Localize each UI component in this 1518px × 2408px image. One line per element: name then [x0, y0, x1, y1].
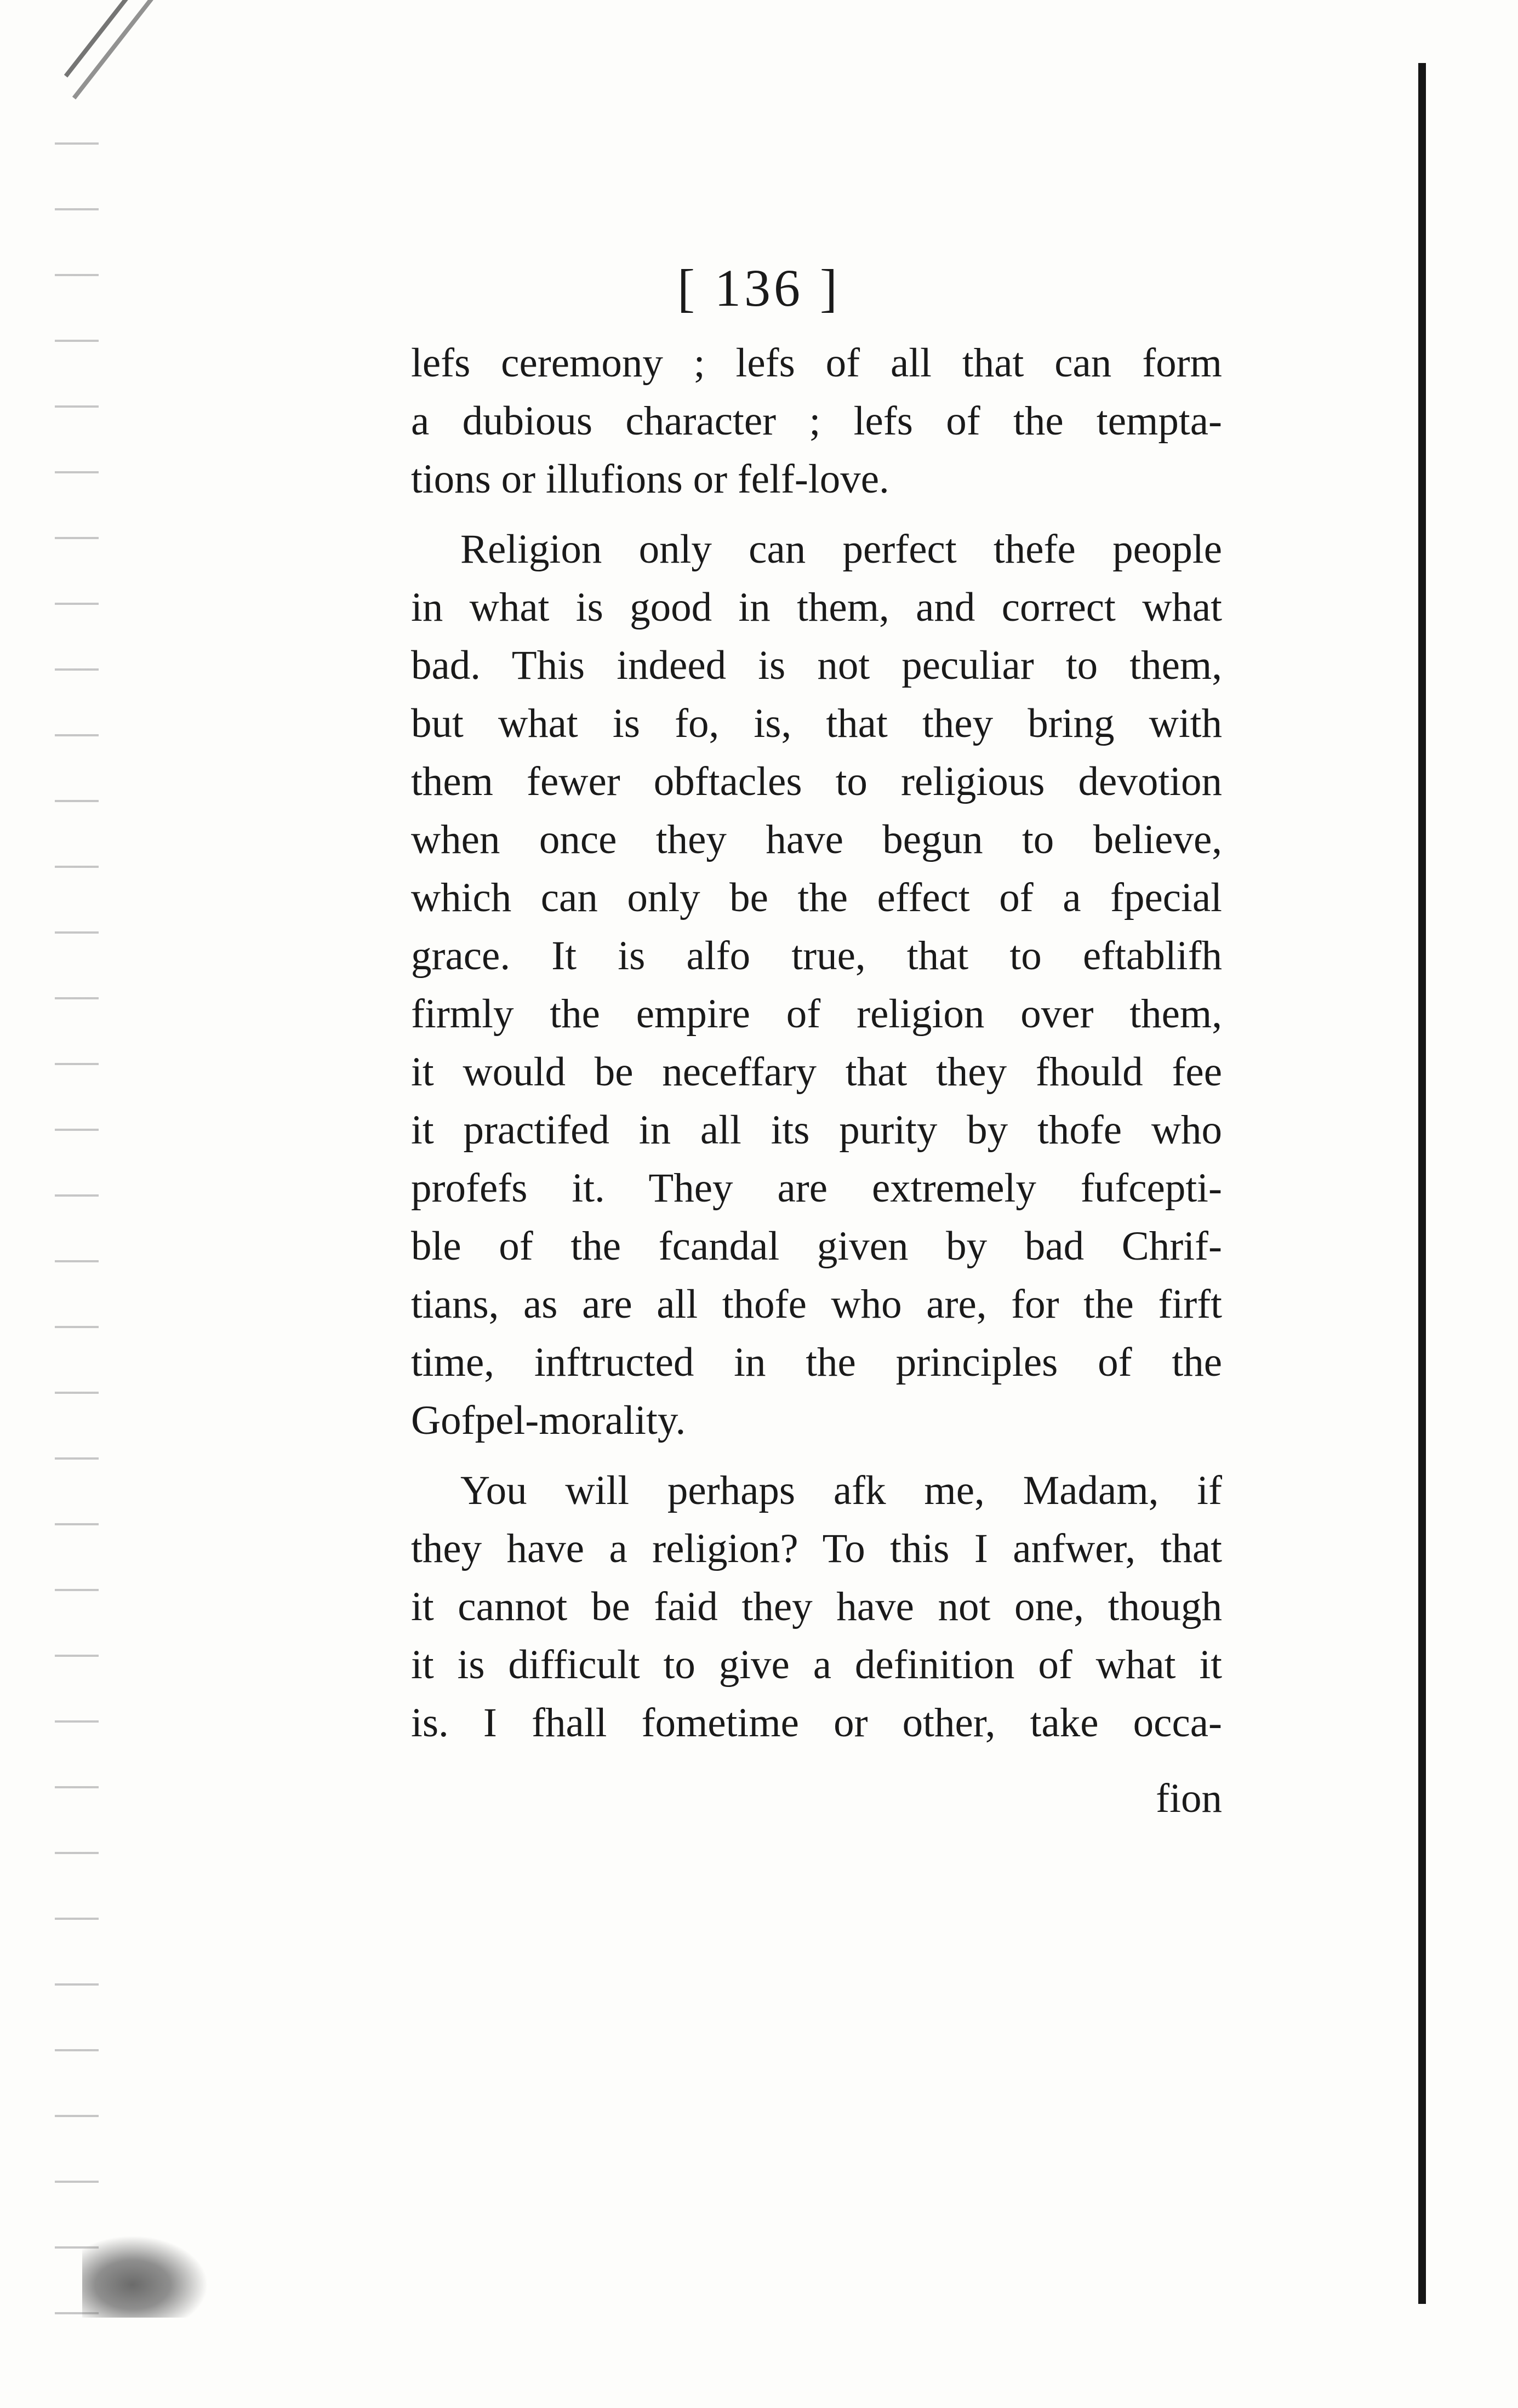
- text-line: in what is good in them, and correct what: [411, 585, 1222, 630]
- text-line: grace. It is alfo true, that to eftablifh: [411, 933, 1222, 979]
- text-line: time, inftructed in the principles of the: [411, 1340, 1222, 1385]
- text-line: it is difficult to give a definition of what it: [411, 1642, 1222, 1688]
- text-line: but what is fo, is, that they bring with: [411, 701, 1222, 746]
- text-line: it cannot be faid they have not one, though: [411, 1584, 1222, 1629]
- text-line: it practifed in all its purity by thofe who: [411, 1107, 1222, 1153]
- text-line: You will perhaps afk me, Madam, if: [460, 1468, 1222, 1513]
- corner-smudge: [82, 2235, 208, 2318]
- text-line: Gofpel-morality.: [411, 1398, 686, 1443]
- paragraph-gap: [411, 508, 1222, 521]
- body-text: [411, 334, 1222, 1752]
- text-line: when once they have begun to believe,: [411, 817, 1222, 862]
- text-line: lefs ceremony ; lefs of all that can form: [411, 340, 1222, 386]
- text-line: firmly the empire of religion over them,: [411, 991, 1222, 1037]
- text-line: them fewer obftacles to religious devotion: [411, 759, 1222, 804]
- text-line: tians, as are all thofe who are, for the firft: [411, 1282, 1222, 1327]
- text-line: which can only be the effect of a fpecial: [411, 875, 1222, 920]
- text-line: Religion only can perfect thefe people: [460, 527, 1222, 572]
- text-line: it would be neceffary that they fhould fee: [411, 1049, 1222, 1095]
- text-line: a dubious character ; lefs of the tempta-: [411, 398, 1222, 444]
- text-line: ble of the fcandal given by bad Chrif-: [411, 1223, 1222, 1269]
- text-line: bad. This indeed is not peculiar to them,: [411, 643, 1222, 688]
- page-number: [ 136 ]: [677, 259, 841, 317]
- paragraph-gap: [411, 1450, 1222, 1462]
- text-line: they have a religion? To this I anfwer, that: [411, 1526, 1222, 1571]
- text-line: profefs it. They are extremely fufcepti-: [411, 1165, 1222, 1211]
- text-line: is. I fhall fometime or other, take occa-: [411, 1700, 1222, 1746]
- text-line: tions or illufions or felf-love.: [411, 456, 889, 502]
- left-margin-marks: [55, 110, 99, 2356]
- binding-edge: [1418, 63, 1426, 2304]
- catchword: fion: [1156, 1776, 1222, 1821]
